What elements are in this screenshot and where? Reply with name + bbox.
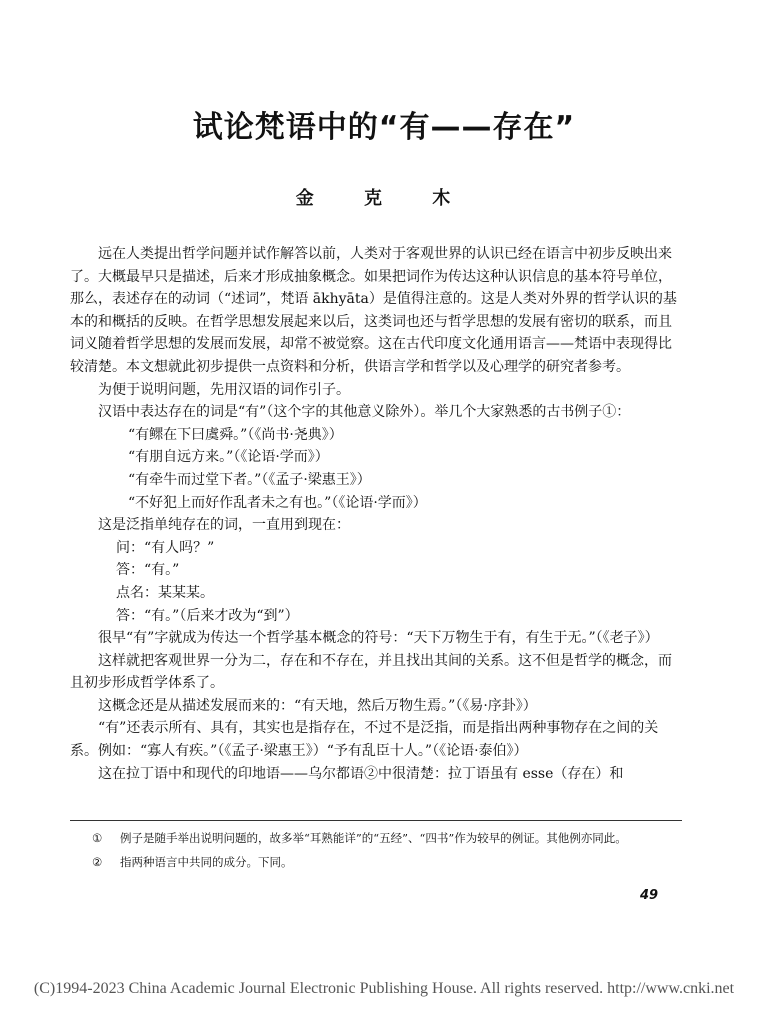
paragraph: 这概念还是从描述发展而来的：“有天地，然后万物生焉。”（《易·序卦》）: [98, 697, 537, 714]
footnote-text: 例子是随手举出说明问题的，故多举“耳熟能详”的“五经”、“四书”作为较早的例证。其他例亦同此。: [120, 831, 627, 845]
paragraph: 这样就把客观世界一分为二，存在和不存在，并且找出其间的关系。这不但是哲学的概念，而且初步形成哲学体系了。: [70, 652, 672, 692]
dialogue-line: 点名：某某某。: [116, 584, 214, 601]
dialogue-line: 答：“有。”: [116, 562, 180, 579]
paragraph: 为便于说明问题，先用汉语的词作引子。: [98, 381, 350, 398]
copyright-notice: (C)1994-2023 China Academic Journal Electronic Publishing House. All rights reserved. http://www.cnki.net: [33, 980, 735, 997]
footnote-mark: ②: [92, 855, 103, 869]
paragraph: “有”还表示所有、具有，其实也是指存在，不过不是泛指，而是指出两种事物存在之间的关系。例如：“寡人有疾。”（《孟子·梁惠王》）“予有乱臣十人。”（《论语·泰伯》）: [70, 720, 659, 760]
paragraph: 很早“有”字就成为传达一个哲学基本概念的符号：“天下万物生于有，有生于无。”（《老子》）: [98, 630, 659, 647]
footnote: [92, 852, 682, 872]
author-name: 金 克 木: [295, 188, 473, 209]
footnote-mark: ①: [92, 831, 103, 845]
quotation: “不好犯上而好作乱者未之有也。”（《论语·学而》）: [128, 494, 427, 511]
page-number: 49: [640, 888, 659, 903]
article-body: [70, 243, 682, 785]
footnote-divider: [70, 820, 682, 821]
footnote-text: 指两种语言中共同的成分。下同。: [120, 855, 293, 869]
quotation: “有牵牛而过堂下者。”（《孟子·梁惠王》）: [128, 471, 371, 488]
footnotes: [92, 828, 682, 876]
paragraph: 这在拉丁语中和现代的印地语——乌尔都语②中很清楚：拉丁语虽有 esse（存在）和: [98, 765, 624, 782]
quotation: “有鳏在下曰虞舜。”（《尚书·尧典》）: [128, 426, 343, 443]
paragraph: 远在人类提出哲学问题并试作解答以前，人类对于客观世界的认识已经在语言中初步反映出来了。大概最早只是描述，后来才形成抽象概念。如果把词作为传达这种认识信息的基本符号单位，那么，表述存在的动词（“述词”，梵语 ākhyāta）是值得注意的。这是人类对外界的哲学认识的基本的和概括的反映。在哲学思想发展起来以后，这类词也还与哲学思想的发展有密切的联系，而且词义随着哲学思想的发展而发展，却常不被觉察。这在古代印度文化通用语言——梵语中表现得比较清楚。本文想就此初步提供一点资料和分析，供语言学和哲学以及心理学的研究者参考。: [70, 246, 677, 375]
paragraph: 这是泛指单纯存在的词，一直用到现在：: [98, 517, 350, 534]
paragraph: 汉语中表达存在的词是“有”（这个字的其他意义除外）。举几个大家熟悉的古书例子①：: [98, 404, 631, 421]
dialogue-line: 问：“有人吗？”: [116, 539, 215, 556]
quotation: “有朋自远方来。”（《论语·学而》）: [128, 449, 329, 466]
article-title: 试论梵语中的“有——存在”: [192, 110, 576, 145]
dialogue-line: 答：“有。”（后来才改为“到”）: [116, 607, 299, 624]
footnote: [92, 828, 682, 848]
